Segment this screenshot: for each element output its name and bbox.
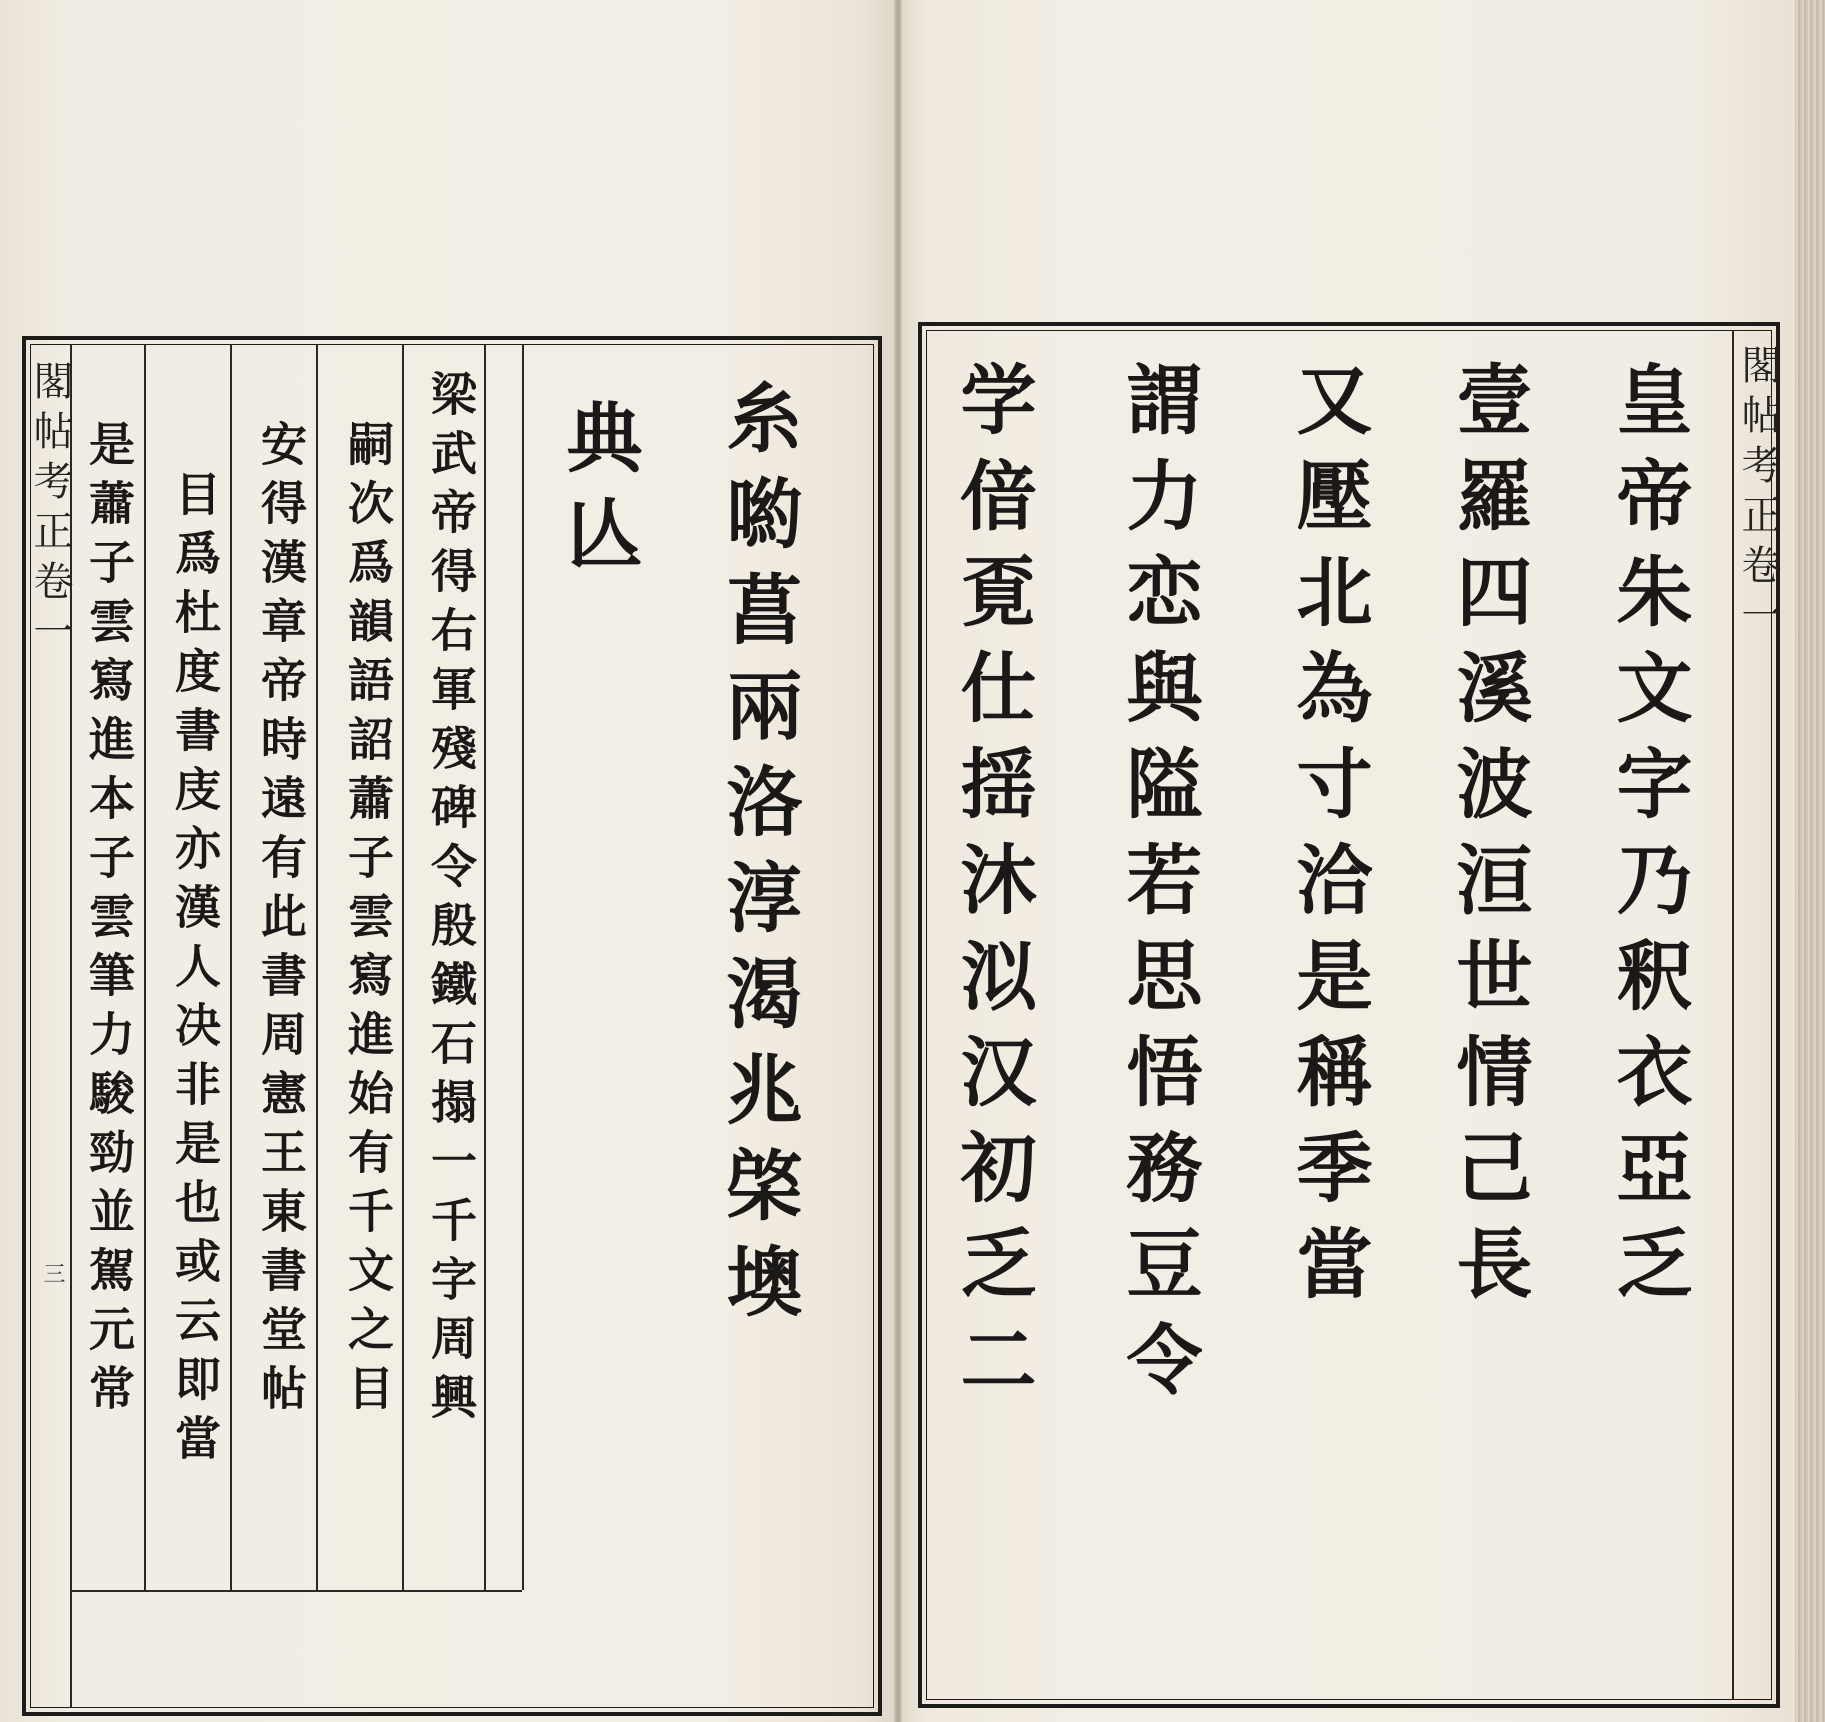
left-folio-number: 三	[40, 1262, 65, 1284]
commentary-column-5: 是蕭子雲寫進本子雲筆力駿勁並駕元常	[82, 420, 136, 1423]
page-fore-edge	[1795, 0, 1825, 1722]
commentary-column-1: 梁武帝得右軍殘碑令殷鐵石搨一千字周興	[424, 370, 478, 1432]
commentary-column-4: 目爲杜度書庋亦漢人决非是也或云即當	[168, 470, 222, 1473]
calligraphy-column-right-5: 学偣覔仕揺沐泤汉初乏二	[948, 360, 1037, 1416]
book-gutter	[894, 0, 902, 1722]
right-margin-title: 閣帖考正卷一	[1735, 344, 1781, 644]
commentary-bottom-rule	[70, 1590, 522, 1592]
column-rule	[522, 344, 524, 1590]
commentary-column-2: 嗣次爲韻語詔蕭子雲寫進始有千文之目	[341, 420, 395, 1423]
calligraphy-column-right-4: 謂力恋與隘若思悟務豆令	[1114, 360, 1203, 1416]
calligraphy-column-right-1: 皇帝朱文字乃釈衣亞乏	[1604, 360, 1693, 1320]
column-rule	[230, 344, 232, 1590]
left-margin-title: 閣帖考正卷一	[27, 360, 73, 660]
column-rule	[316, 344, 318, 1590]
commentary-column-3: 安得漢章帝時遠有此書周憲王東書堂帖	[254, 420, 308, 1423]
left-page	[0, 0, 898, 1722]
column-rule	[144, 344, 146, 1590]
margin-strip-rule	[1732, 330, 1734, 1700]
right-page	[898, 0, 1795, 1722]
calligraphy-column-right-3: 又壓北為寸洽是稱季當	[1284, 360, 1373, 1320]
column-rule	[402, 344, 404, 1590]
column-rule	[484, 344, 486, 1590]
calligraphy-column-left-1: 糸喲菖兩洛淳渴兆棨墺	[714, 378, 803, 1338]
calligraphy-column-left-2: 典亾	[554, 398, 643, 590]
calligraphy-column-right-2: 壹羅四溪波洹世情己長	[1444, 360, 1533, 1320]
